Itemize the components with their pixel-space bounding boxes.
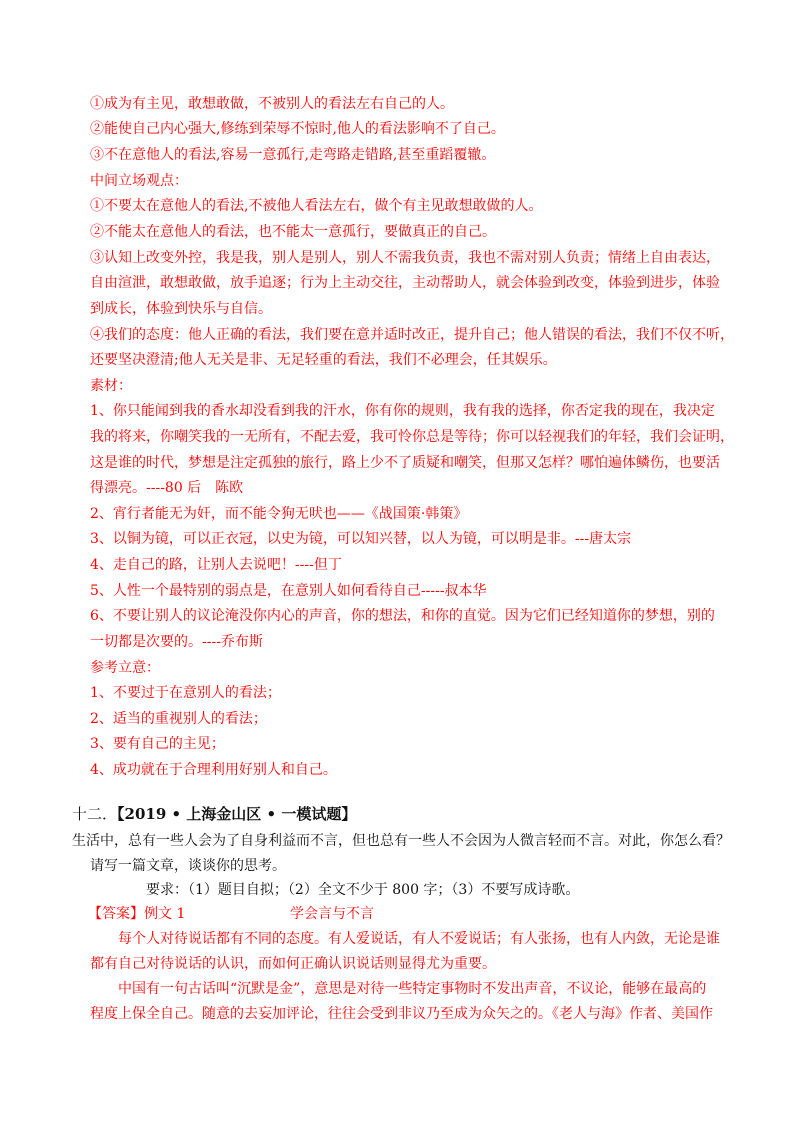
middle-heading: 中间立场观点：: [90, 173, 188, 189]
essay-title: 学会言与不言: [290, 906, 374, 922]
reference-line-1: 1、不要过于在意别人的看法；: [90, 685, 281, 701]
example-label: 例文 1: [144, 906, 186, 922]
answer-header: [88, 904, 185, 924]
middle-line-6: ④我们的态度：他人正确的看法，我们要在意并适时改正，提升自己；他人错误的看法，我们不仅不听，: [90, 327, 734, 343]
essay-line-2: 都有自己对待说话的认识，而如何正确认识说话则显得尤为重要。: [90, 956, 496, 972]
essay-line-1: 每个人对待说话都有不同的态度。有人爱说话，有人不爱说话；有人张扬，也有人内敛，无论是谁: [118, 931, 720, 947]
material-line-3: 这是谁的时代，梦想是注定孤独的旅行，路上少不了质疑和嘲笑，但那又怎样？哪怕遍体鳞伤，也要活: [90, 455, 720, 471]
view-line-2: ②能使自己内心强大,修练到荣辱不惊时,他人的看法影响不了自己。: [90, 121, 505, 137]
material-line-1: 1、你只能闻到我的香水却没看到我的汗水，你有你的规则，我有我的选择，你否定我的现在，我决定: [90, 403, 715, 419]
question-source: 【2019 • 上海金山区 • 一模试题】: [117, 805, 357, 823]
question-number: 十二．: [72, 805, 118, 823]
question-prompt-line-1: 生活中，总有一些人会为了自身利益而不言，但也总有一些人不会因为人微言轻而不言。对此，你怎么看？: [72, 833, 730, 849]
middle-line-5: 到成长，体验到快乐与自信。: [90, 301, 272, 317]
question-prompt-line-2: 请写一篇文章，谈谈你的思考。: [90, 858, 286, 874]
reference-line-4: 4、成功就在于合理利用好别人和自己。: [90, 762, 337, 778]
question-heading: [72, 804, 356, 824]
answer-tag: 【答案】: [88, 906, 144, 922]
material-line-5: 2、宵行者能无为奸，而不能令狗无吠也——《战国策·韩策》: [90, 506, 468, 522]
middle-line-3: ③认知上改变外控，我是我，别人是别人，别人不需我负责，我也不需对别人负责；情绪上自由表达，: [90, 250, 720, 266]
middle-line-7: 还要坚决澄清;他人无关是非、无足轻重的看法，我们不必理会，任其娱乐。: [90, 352, 557, 368]
question-requirements: 要求：（1）题目自拟；（2）全文不少于 800 字；（3）不要写成诗歌。: [146, 882, 580, 898]
essay-line-3: 中国有一句古话叫“沉默是金”，意思是对待一些特定事物时不发出声音，不议论，能够在最高的: [118, 981, 707, 997]
material-line-10: 一切都是次要的。----乔布斯: [90, 634, 263, 650]
middle-line-4: 自由渲泄，敢想敢做，放手追逐；行为上主动交往，主动帮助人，就会体验到改变，体验到进步，体验: [90, 275, 720, 291]
material-line-7: 4、走自己的路，让别人去说吧！----但丁: [90, 557, 342, 573]
middle-line-2: ②不能太在意他人的看法，也不能太一意孤行，要做真正的自己。: [90, 224, 496, 240]
material-line-6: 3、以铜为镜，可以正衣冠，以史为镜，可以知兴替，以人为镜，可以明是非。---唐太宗: [90, 531, 632, 547]
reference-line-3: 3、要有自己的主见；: [90, 736, 225, 752]
material-line-9: 6、不要让别人的议论淹没你内心的声音，你的想法，和你的直觉。因为它们已经知道你的梦想，别的: [90, 608, 715, 624]
view-line-3: ③不在意他人的看法,容易一意孤行,走弯路走错路,甚至重蹈覆辙。: [90, 147, 496, 163]
material-line-4: 得漂亮。----80 后 陈欧: [90, 480, 244, 496]
reference-heading: 参考立意：: [90, 660, 160, 676]
essay-line-4: 程度上保全自己。随意的去妄加评论，往往会受到非议乃至成为众矢之的。《老人与海》作者、美国作: [90, 1006, 713, 1022]
view-line-1: ①成为有主见，敢想敢做，不被别人的看法左右自己的人。: [90, 96, 454, 112]
material-line-8: 5、人性一个最特别的弱点是，在意别人如何看待自己-----叔本华: [90, 583, 487, 599]
reference-line-2: 2、适当的重视别人的看法；: [90, 711, 267, 727]
material-heading: 素材：: [90, 378, 132, 394]
middle-line-1: ①不要太在意他人的看法,不被他人看法左右，做个有主见敢想敢做的人。: [90, 198, 543, 214]
material-line-2: 我的将来，你嘲笑我的一无所有，不配去爱，我可怜你总是等待；你可以轻视我们的年轻，我们会证明，: [90, 429, 734, 445]
